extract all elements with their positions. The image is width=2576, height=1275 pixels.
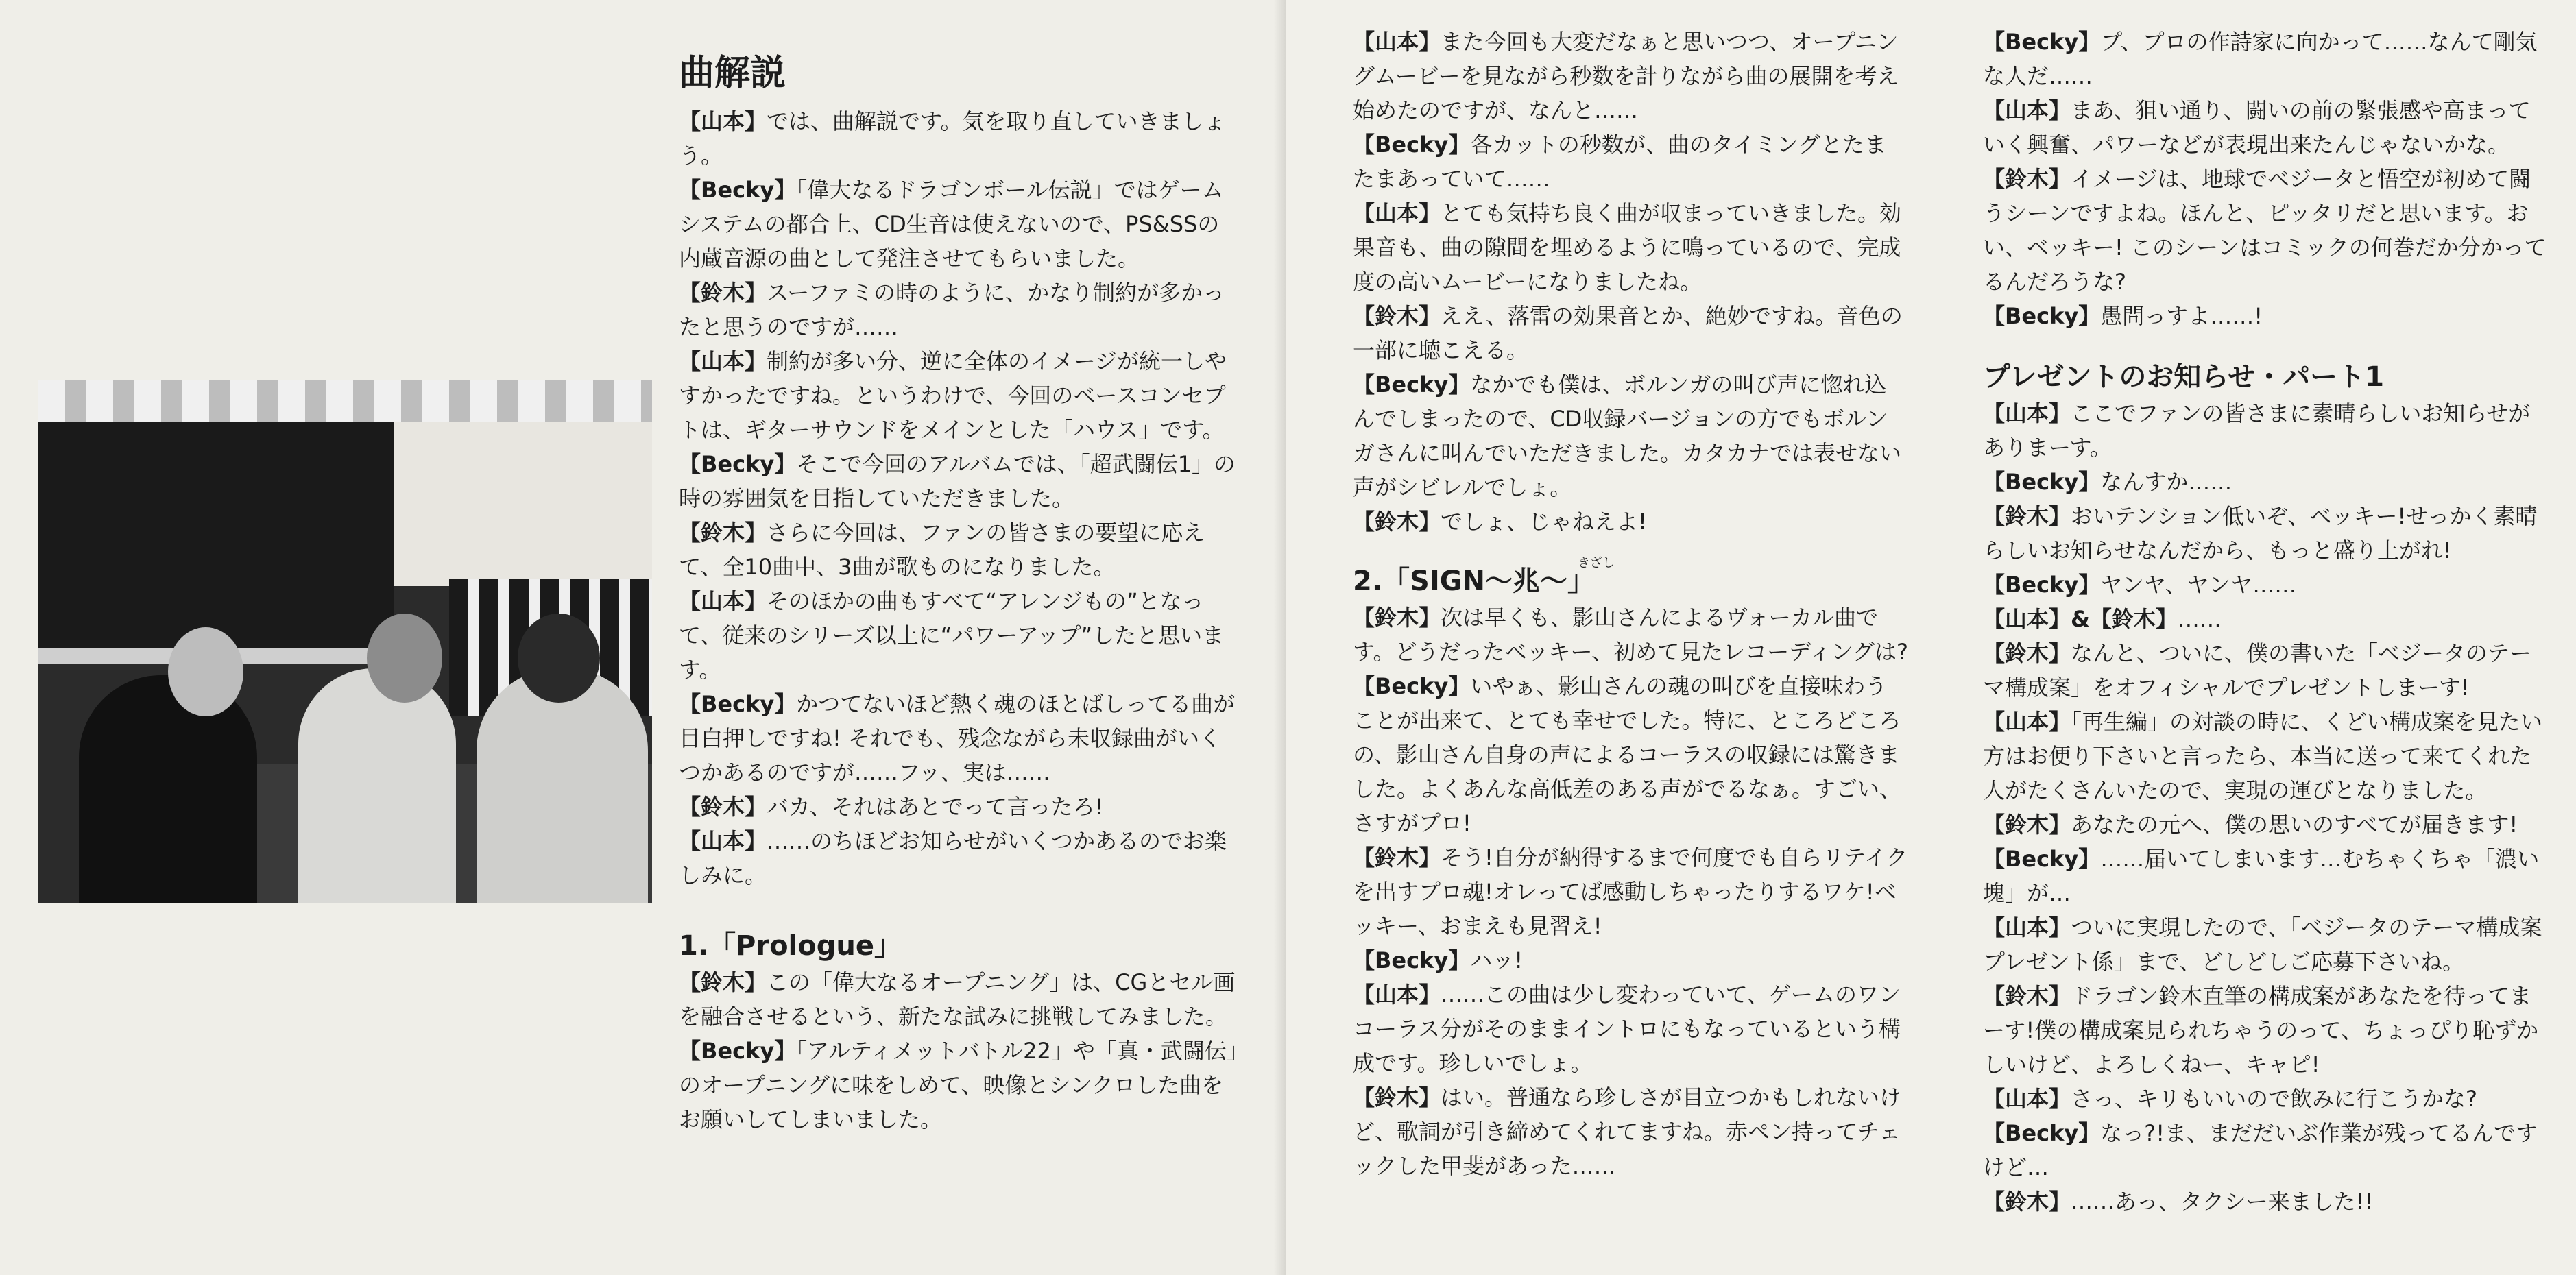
speaker-label: 【山本】: [1983, 400, 2071, 426]
dialogue-text: 「アルティメットバトル22」や「真・武闘伝」のオープニングに味をしめて、映像とシンクロした曲をお願いしてしまいました。: [679, 1038, 1238, 1132]
speaker-label: 【鈴木】: [1353, 303, 1441, 329]
right-text-column-1: [1353, 25, 1908, 1183]
speaker-label: 【Becky】: [1983, 572, 2101, 598]
photo-person-right: [477, 668, 648, 903]
speaker-label: 【鈴木】: [1353, 845, 1441, 871]
dialogue-text: なんと、ついに、僕の書いた「ベジータのテーマ構成案」をオフィシャルでプレゼントしまーす!: [1983, 640, 2532, 701]
dialogue-text: さらに今回は、ファンの皆さまの要望に応えて、全10曲中、3曲が歌ものになりました。: [679, 520, 1205, 580]
section3-dialogue: [1983, 396, 2551, 1219]
dialogue-text: 制約が多い分、逆に全体のイメージが統一しやすかったですね。というわけで、今回のベースコンセプトは、ギターサウンドをメインとした「ハウス」です。: [679, 348, 1227, 443]
dialogue-line: [1983, 602, 2551, 636]
left-page: [0, 0, 1286, 1275]
photo-wall-decor: [38, 380, 652, 422]
dialogue-line: [1983, 1116, 2551, 1185]
photo-person-middle: [298, 668, 456, 903]
intro-dialogue: [679, 104, 1241, 892]
speaker-label: 【鈴木】: [1353, 1084, 1441, 1110]
dialogue-text: そこで今回のアルバムでは、「超武闘伝1」の時の雰囲気を目指していただきました。: [679, 451, 1236, 511]
dialogue-line: [1983, 705, 2551, 807]
section2-title: 2.「SIGN〜兆〜」: [1353, 566, 1596, 597]
dialogue-text: そう!自分が納得するまで何度でも自らリテイクを出すプロ魂!オレってば感動しちゃったりするワケ!ベッキー、おまえも見習え!: [1353, 845, 1908, 939]
dialogue-line: [1983, 807, 2551, 842]
dialogue-line: [1353, 977, 1908, 1080]
speaker-label: 【山本】: [679, 108, 767, 134]
dialogue-line: [679, 515, 1241, 584]
speaker-label: 【山本】: [679, 828, 767, 854]
dialogue-text: ……この曲は少し変わっていて、ゲームのワンコーラス分がそのままイントロにもなっているという構成です。珍しいでしょ。: [1353, 982, 1901, 1076]
speaker-label: 【鈴木】: [1353, 605, 1441, 631]
speaker-label: 【Becky】: [1353, 132, 1471, 158]
speaker-label: 【Becky】: [679, 1038, 797, 1064]
dialogue-text: ええ、落雷の効果音とか、絶妙ですね。音色の一部に聴こえる。: [1353, 303, 1903, 363]
photo-bar-counter: [38, 422, 394, 664]
dialogue-text: 愚問っすよ……!: [2100, 303, 2263, 329]
speaker-label: 【鈴木】: [679, 520, 767, 546]
dialogue-text: ドラゴン鈴木直筆の構成案があなたを待ってまーす!僕の構成案見られちゃうのって、ちょっぴり恥ずかしいけど、よろしくねー、キャピ!: [1983, 983, 2539, 1078]
section2-heading: [1353, 556, 1908, 600]
dialogue-line: [679, 173, 1241, 276]
spacer: [1983, 333, 2551, 358]
dialogue-text: かつてないほど熱く魂のほとばしってる曲が目白押しですね! それでも、残念ながら未収録曲がいくつかあるのですが……フッ、実は……: [679, 691, 1236, 786]
dialogue-line: [1353, 25, 1908, 127]
dialogue-line: [679, 1034, 1241, 1137]
speaker-label: 【山本】: [1353, 29, 1441, 55]
dialogue-line: [679, 824, 1241, 892]
speaker-label: 【Becky】: [679, 451, 797, 477]
section2-continued-dialogue: [1983, 25, 2551, 333]
section1-title: 1.「Prologue」: [679, 930, 902, 962]
dialogue-text: ……あっ、タクシー来ました!!: [2071, 1189, 2374, 1215]
speaker-label: 【鈴木】: [1983, 166, 2071, 192]
speaker-label: 【鈴木】: [679, 969, 767, 995]
dialogue-text: そのほかの曲もすべて“アレンジもの”となって、従来のシリーズ以上に“パワーアップ”したと思います。: [679, 588, 1225, 683]
speaker-label: 【Becky】: [1353, 947, 1471, 973]
speaker-label: 【Becky】: [679, 177, 797, 203]
dialogue-text: ……のちほどお知らせがいくつかあるのでお楽しみに。: [679, 828, 1227, 888]
speaker-label: 【山本】: [1353, 982, 1441, 1008]
page-heading: 曲解説: [679, 53, 786, 94]
dialogue-text: さっ、キリもいいので飲みに行こうかな?: [2071, 1086, 2478, 1112]
speaker-label: 【Becky】: [1983, 846, 2101, 872]
dialogue-text: イメージは、地球でベジータと悟空が初めて闘うシーンですよね。ほんと、ピッタリだと思います。おい、ベッキー! このシーンはコミックの何巻だか分かってるんだろうな?: [1983, 166, 2547, 295]
dialogue-line: [1983, 93, 2551, 162]
speaker-label: 【鈴木】: [1983, 640, 2071, 666]
dialogue-text: また今回も大変だなぁと思いつつ、オープニングムービーを見ながら秒数を計りながら曲の展開を考え始めたのですが、なんと……: [1353, 29, 1899, 123]
speaker-label: 【鈴木】: [1983, 812, 2071, 838]
dialogue-line: [1983, 299, 2551, 333]
dialogue-text: では、曲解説です。気を取り直していきましょう。: [679, 108, 1226, 169]
dialogue-text: ヤンヤ、ヤンヤ……: [2100, 572, 2297, 598]
dialogue-line: [1983, 25, 2551, 93]
dialogue-text: とても気持ち良く曲が収まっていきました。効果音も、曲の隙間を埋めるように鳴っているので、完成度の高いムービーになりましたね。: [1353, 200, 1902, 295]
dialogue-text: 次は早くも、影山さんによるヴォーカル曲です。どうだったベッキー、初めて見たレコーディングは?: [1353, 605, 1908, 665]
dialogue-line: [1353, 367, 1908, 505]
opening-dialogue: [1353, 25, 1908, 539]
dialogue-line: [1983, 465, 2551, 499]
photo-person-left: [79, 675, 257, 903]
dialogue-text: ……: [2177, 606, 2222, 632]
dialogue-line: [679, 687, 1241, 790]
speaker-label: 【鈴木】: [679, 280, 767, 306]
dialogue-line: [1353, 505, 1908, 539]
speaker-label: 【Becky】: [679, 691, 797, 717]
dialogue-line: [679, 584, 1241, 687]
dialogue-text: ここでファンの皆さまに素晴らしいお知らせがありまーす。: [1983, 400, 2531, 461]
photo-person-middle-head: [367, 614, 442, 703]
dialogue-text: あなたの元へ、僕の思いのすべてが届きます!: [2071, 812, 2518, 838]
dialogue-line: [679, 790, 1241, 824]
speaker-label: 【山本】: [1983, 97, 2071, 123]
dialogue-line: [1353, 840, 1908, 943]
dialogue-text: なかでも僕は、ボルンガの叫び声に惚れ込んでしまったので、CD収録バージョンの方でもボルンガさんに叫んでいただきました。カタカナでは表せない声がシビレルでしょ。: [1353, 372, 1902, 500]
group-photo: [38, 380, 652, 903]
dialogue-line: [1983, 396, 2551, 465]
speaker-label: 【鈴木】: [1983, 503, 2071, 529]
right-page: [1286, 0, 2576, 1275]
dialogue-line: [679, 447, 1241, 515]
dialogue-text: いやぁ、影山さんの魂の叫びを直接味わうことが出来て、とても幸せでした。特に、ところどころの、影山さん自身の声によるコーラスの収録には驚きました。よくあんな高低差のある声がでるなぁ。すごい、さすがプロ!: [1353, 673, 1902, 836]
speaker-label: 【山本】: [679, 348, 767, 374]
speaker-label: 【山本】: [1983, 914, 2071, 940]
dialogue-line: [1353, 600, 1908, 669]
speaker-label: 【Becky】: [1983, 1120, 2101, 1146]
section2-ruby: きざし: [1578, 556, 1615, 570]
dialogue-text: バカ、それはあとでって言ったろ!: [767, 794, 1104, 820]
dialogue-line: [1983, 842, 2551, 910]
section2-dialogue: [1353, 600, 1908, 1183]
dialogue-text: 各カットの秒数が、曲のタイミングとたまたまあっていて……: [1353, 132, 1887, 192]
dialogue-line: [1353, 196, 1908, 299]
speaker-label: 【山本】: [1983, 1086, 2071, 1112]
dialogue-text: でしょ、じゃねえよ!: [1441, 509, 1647, 535]
speaker-label: 【鈴木】: [679, 794, 767, 820]
dialogue-text: ……届いてしまいます…むちゃくちゃ「濃い塊」が…: [1983, 846, 2540, 906]
speaker-label: 【Becky】: [1983, 469, 2101, 495]
speaker-label: 【Becky】: [1983, 303, 2101, 329]
speaker-label: 【Becky】: [1353, 372, 1471, 398]
photo-person-left-head: [168, 627, 243, 716]
dialogue-line: [1353, 1080, 1908, 1183]
dialogue-line: [1353, 943, 1908, 977]
dialogue-line: [1983, 162, 2551, 299]
dialogue-line: [679, 104, 1241, 173]
section3-title: プレゼントのお知らせ・パート1: [1983, 361, 2385, 393]
dialogue-text: なっ?!ま、まだだいぶ作業が残ってるんですけど…: [1983, 1120, 2538, 1180]
speaker-label: 【Becky】: [1983, 29, 2101, 55]
dialogue-line: [1353, 669, 1908, 840]
speaker-label: 【山本】: [679, 588, 767, 614]
dialogue-line: [1983, 636, 2551, 705]
dialogue-text: なんすか……: [2100, 469, 2232, 495]
dialogue-text: まあ、狙い通り、闘いの前の緊張感や高まっていく興奮、パワーなどが表現出来たんじゃないかな。: [1983, 97, 2531, 158]
dialogue-text: スーファミの時のように、かなり制約が多かったと思うのですが……: [679, 280, 1225, 340]
right-text-column-2: [1983, 25, 2551, 1219]
speaker-label: 【Becky】: [1353, 673, 1471, 699]
speaker-label: 【鈴木】: [1983, 983, 2071, 1009]
spacer: [679, 892, 1241, 927]
dialogue-line: [1983, 979, 2551, 1082]
left-text-column: [679, 42, 1241, 1137]
dialogue-text: 「再生編」の対談の時に、くどい構成案を見たい方はお便り下さいと言ったら、本当に送って来てくれた人がたくさんいたので、実現の運びとなりました。: [1983, 709, 2543, 803]
speaker-label: 【山本】: [1983, 709, 2071, 735]
dialogue-text: この「偉大なるオープニング」は、CGとセル画を融合させるという、新たな試みに挑戦してみました。: [679, 969, 1236, 1030]
speaker-label: 【鈴木】: [1983, 1189, 2071, 1215]
dialogue-line: [679, 276, 1241, 344]
spacer: [1353, 539, 1908, 562]
section1-dialogue: [679, 965, 1241, 1137]
dialogue-text: プ、プロの作詩家に向かって……なんて剛気な人だ……: [1983, 29, 2538, 89]
dialogue-line: [1983, 910, 2551, 979]
dialogue-text: はい。普通なら珍しさが目立つかもしれないけど、歌詞が引き締めてくれてますね。赤ペン持ってチェックした甲斐があった……: [1353, 1084, 1902, 1179]
dialogue-line: [1983, 499, 2551, 568]
dialogue-line: [1983, 568, 2551, 602]
dialogue-line: [1983, 1082, 2551, 1116]
dialogue-text: ついに実現したので、「ベジータのテーマ構成案プレゼント係」まで、どしどしご応募下さいね。: [1983, 914, 2542, 975]
dialogue-text: 「偉大なるドラゴンボール伝説」ではゲームシステムの都合上、CD生音は使えないので、PS&SSの内蔵音源の曲として発注させてもらいました。: [679, 177, 1224, 271]
dialogue-text: おいテンション低いぞ、ベッキー!せっかく素晴らしいお知らせなんだから、もっと盛り上がれ!: [1983, 503, 2538, 563]
dialogue-line: [679, 344, 1241, 447]
photo-person-right-head: [518, 614, 600, 703]
dialogue-text: ハッ!: [1470, 947, 1524, 973]
dialogue-line: [1353, 299, 1908, 367]
speaker-label: 【山本】: [1353, 200, 1441, 226]
speaker-label: 【山本】&【鈴木】: [1983, 606, 2178, 632]
dialogue-line: [1353, 127, 1908, 196]
speaker-label: 【鈴木】: [1353, 509, 1441, 535]
dialogue-line: [1983, 1185, 2551, 1219]
dialogue-line: [679, 965, 1241, 1034]
